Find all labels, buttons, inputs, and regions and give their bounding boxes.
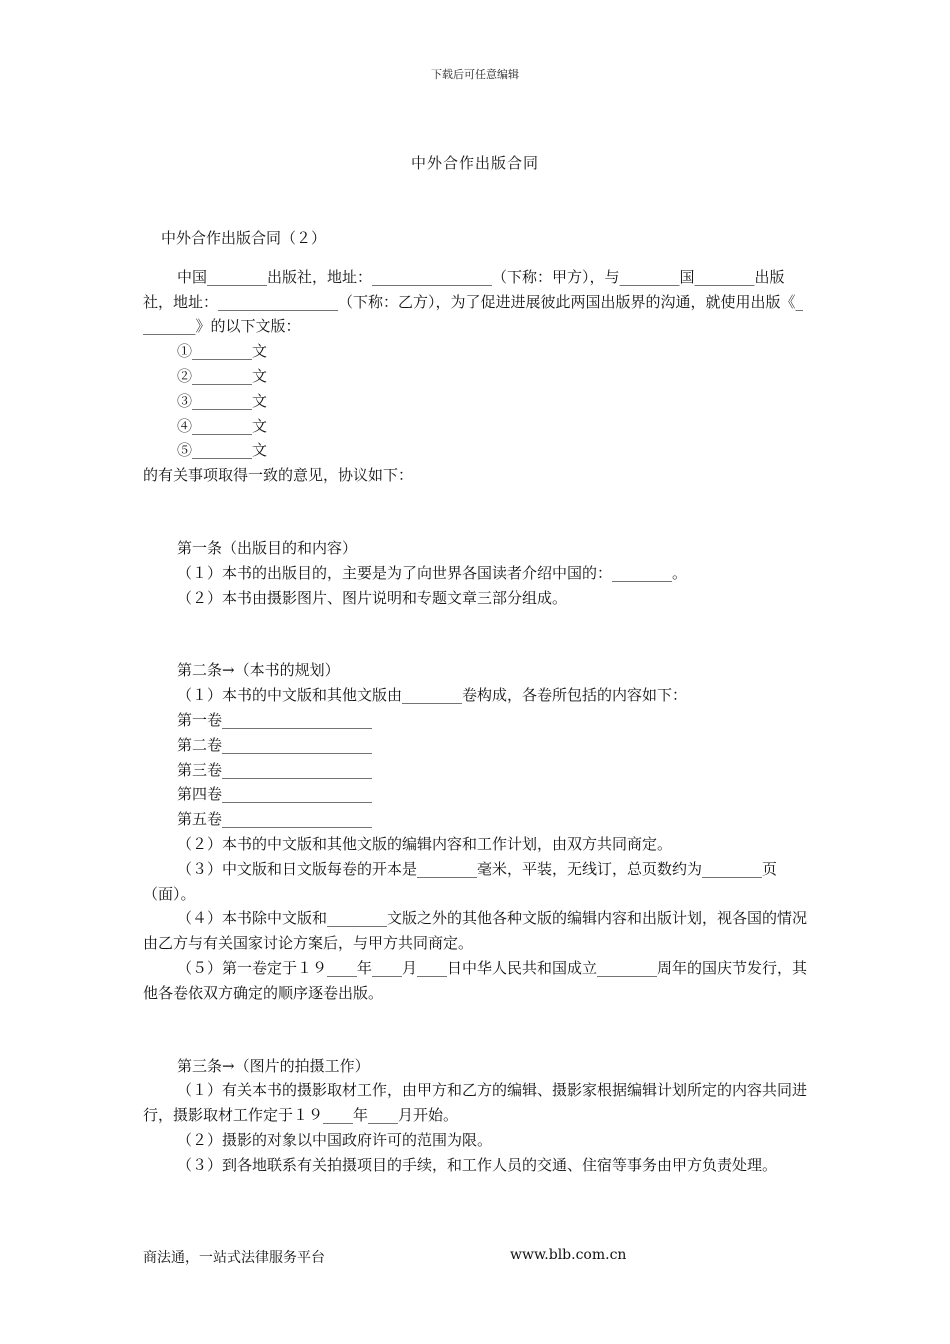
document-body <box>143 226 808 1178</box>
intro-paragraph: 中国________出版社，地址：________________（下称：甲方），与________国________出版社，地址：________________（下称：乙方），为了促进进展彼此两国出版界的沟通，就使用出版《________》的以下文版： <box>143 267 804 336</box>
version-item: ③________文 <box>177 391 268 410</box>
article-1-item: （１）本书的出版目的，主要是为了向世界各国读者介绍中国的：________。 <box>177 563 688 582</box>
document-subtitle: 中外合作出版合同（２） <box>161 229 327 247</box>
version-item: ⑤________文 <box>177 441 268 460</box>
article-3-item: （３）到各地联系有关拍摄项目的手续，和工作人员的交通、住宿等事务由甲方负责处理。 <box>177 1155 778 1174</box>
article-3-item: （１）有关本书的摄影取材工作，由甲方和乙方的编辑、摄影家根据编辑计划所定的内容共同进行，摄影取材工作定于１９____年____月开始。 <box>143 1081 808 1125</box>
article-3-item: （２）摄影的对象以中国政府许可的范围为限。 <box>177 1130 493 1149</box>
version-item: ①________文 <box>177 342 268 361</box>
article-3-heading: 第三条→（图片的拍摄工作） <box>177 1056 370 1075</box>
footer-left-text: 商法通，一站式法律服务平台 <box>143 1250 325 1266</box>
volume-line: 第五卷____________________ <box>177 810 373 829</box>
intro-end: 的有关事项取得一致的意见，协议如下： <box>143 466 414 485</box>
document-title: 中外合作出版合同 <box>410 154 539 172</box>
article-1-heading: 第一条（出版目的和内容） <box>177 538 358 557</box>
volume-line: 第四卷____________________ <box>177 785 373 804</box>
version-item: ②________文 <box>177 366 268 385</box>
article-2-heading: 第二条→（本书的规划） <box>177 661 340 680</box>
article-2-item: （１）本书的中文版和其他文版由________卷构成，各卷所包括的内容如下： <box>177 686 688 705</box>
article-2-item: （４）本书除中文版和________文版之外的其他各种文版的编辑内容和出版计划，视各国的情况由乙方与有关国家讨论方案后，与甲方共同商定。 <box>143 909 808 953</box>
article-2-item: （３）中文版和日文版每卷的开本是________毫米，平装，无线订，总页数约为________页（面）。 <box>143 859 778 903</box>
page-header-note: 下载后可任意编辑 <box>431 68 519 81</box>
volume-line: 第三卷____________________ <box>177 760 373 779</box>
footer-website-link[interactable]: www.blb.com.cn <box>510 1247 627 1263</box>
volume-line: 第一卷____________________ <box>177 710 373 729</box>
article-2-item: （２）本书的中文版和其他文版的编辑内容和工作计划，由双方共同商定。 <box>177 834 673 853</box>
version-item: ④________文 <box>177 416 268 435</box>
article-1-item: （２）本书由摄影图片、图片说明和专题文章三部分组成。 <box>177 588 568 607</box>
article-2-item: （５）第一卷定于１９____年____月____日中华人民共和国成立________周年的国庆节发行，其他各卷依双方确定的顺序逐卷出版。 <box>143 958 808 1002</box>
volume-line: 第二卷____________________ <box>177 735 373 754</box>
